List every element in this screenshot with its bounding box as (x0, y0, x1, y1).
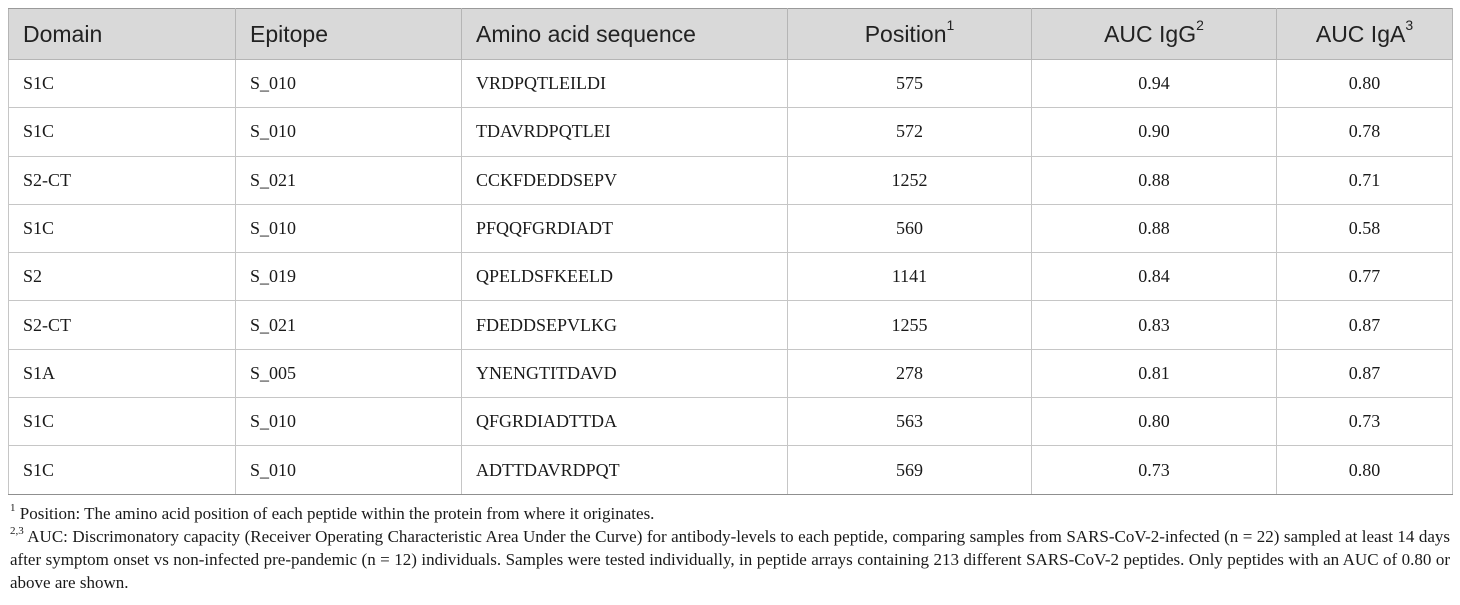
header-epitope: Epitope (236, 9, 462, 60)
cell-position: 560 (788, 204, 1032, 252)
cell-sequence: ADTTDAVRDPQT (462, 446, 788, 494)
cell-epitope: S_010 (236, 204, 462, 252)
table-row (9, 156, 1453, 204)
table-row (9, 253, 1453, 301)
cell-epitope: S_005 (236, 349, 462, 397)
cell-sequence: QFGRDIADTTDA (462, 398, 788, 446)
cell-position: 1141 (788, 253, 1032, 301)
cell-domain: S1A (9, 349, 236, 397)
table-row (9, 301, 1453, 349)
header-sequence: Amino acid sequence (462, 9, 788, 60)
cell-auc-iga: 0.73 (1277, 398, 1453, 446)
cell-auc-igg: 0.94 (1032, 60, 1277, 108)
header-position: Position$^1$ (788, 9, 1032, 60)
footnotes (10, 502, 1450, 594)
table-header (9, 9, 1453, 60)
cell-epitope: S_019 (236, 253, 462, 301)
cell-epitope: S_021 (236, 156, 462, 204)
cell-position: 575 (788, 60, 1032, 108)
cell-epitope: S_010 (236, 398, 462, 446)
cell-position: 1255 (788, 301, 1032, 349)
cell-sequence: YNENGTITDAVD (462, 349, 788, 397)
table-row (9, 446, 1453, 494)
cell-auc-iga: 0.87 (1277, 349, 1453, 397)
table-row (9, 204, 1453, 252)
cell-auc-iga: 0.58 (1277, 204, 1453, 252)
cell-sequence: QPELDSFKEELD (462, 253, 788, 301)
table-body (9, 60, 1453, 495)
cell-auc-iga: 0.80 (1277, 60, 1453, 108)
cell-sequence: PFQQFGRDIADT (462, 204, 788, 252)
cell-auc-igg: 0.90 (1032, 108, 1277, 156)
footnote-mark: 2,3 (10, 525, 24, 538)
header-domain: Domain (9, 9, 236, 60)
cell-auc-igg: 0.84 (1032, 253, 1277, 301)
cell-auc-igg: 0.73 (1032, 446, 1277, 494)
footnote-position (10, 502, 1450, 525)
cell-auc-igg: 0.88 (1032, 204, 1277, 252)
table-row (9, 60, 1453, 108)
cell-auc-igg: 0.80 (1032, 398, 1277, 446)
cell-domain: S1C (9, 108, 236, 156)
table-row (9, 108, 1453, 156)
footnote-mark: 1 (10, 502, 16, 515)
header-auc-igg: AUC IgG$^2$ (1032, 9, 1277, 60)
cell-domain: S1C (9, 204, 236, 252)
cell-auc-igg: 0.88 (1032, 156, 1277, 204)
cell-domain: S1C (9, 60, 236, 108)
cell-epitope: S_021 (236, 301, 462, 349)
cell-auc-igg: 0.83 (1032, 301, 1277, 349)
cell-auc-igg: 0.81 (1032, 349, 1277, 397)
epitope-table (8, 8, 1453, 495)
cell-auc-iga: 0.71 (1277, 156, 1453, 204)
cell-sequence: VRDPQTLEILDI (462, 60, 788, 108)
cell-auc-iga: 0.87 (1277, 301, 1453, 349)
cell-domain: S1C (9, 398, 236, 446)
cell-auc-iga: 0.80 (1277, 446, 1453, 494)
cell-domain: S2-CT (9, 301, 236, 349)
table-row (9, 398, 1453, 446)
cell-auc-iga: 0.78 (1277, 108, 1453, 156)
table-row (9, 349, 1453, 397)
cell-epitope: S_010 (236, 60, 462, 108)
cell-auc-iga: 0.77 (1277, 253, 1453, 301)
cell-position: 1252 (788, 156, 1032, 204)
cell-epitope: S_010 (236, 108, 462, 156)
epitope-table-container (8, 8, 1452, 495)
footnote-marker: 3 (1405, 16, 1414, 33)
footnote-text: AUC: Discrimonatory capacity (Receiver Operating Characteristic Area Under the Curve) for antibody-levels to each peptide, comparing samples from SARS-CoV-2-infected (n = 22) sampled at least 14 days after symptom onset vs non-infected pre-pandemic (n = 12) individuals. Samples were tested individually, in peptide arrays containing 213 different SARS-CoV-2 peptides. Only peptides with an AUC of 0.80 or above are shown. (10, 527, 1451, 592)
cell-position: 278 (788, 349, 1032, 397)
cell-domain: S2-CT (9, 156, 236, 204)
footnote-text: Position: The amino acid position of each peptide within the protein from where it originates. (19, 504, 655, 523)
cell-position: 572 (788, 108, 1032, 156)
cell-domain: S2 (9, 253, 236, 301)
footnote-marker: 2 (1196, 16, 1204, 33)
cell-sequence: CCKFDEDDSEPV (462, 156, 788, 204)
header-auc-iga: AUC IgA$^3$ (1277, 9, 1453, 60)
footnote-auc (10, 525, 1450, 594)
cell-position: 569 (788, 446, 1032, 494)
cell-position: 563 (788, 398, 1032, 446)
cell-sequence: FDEDDSEPVLKG (462, 301, 788, 349)
cell-domain: S1C (9, 446, 236, 494)
cell-epitope: S_010 (236, 446, 462, 494)
header-row (9, 9, 1453, 60)
footnote-marker: 1 (946, 16, 955, 33)
cell-sequence: TDAVRDPQTLEI (462, 108, 788, 156)
